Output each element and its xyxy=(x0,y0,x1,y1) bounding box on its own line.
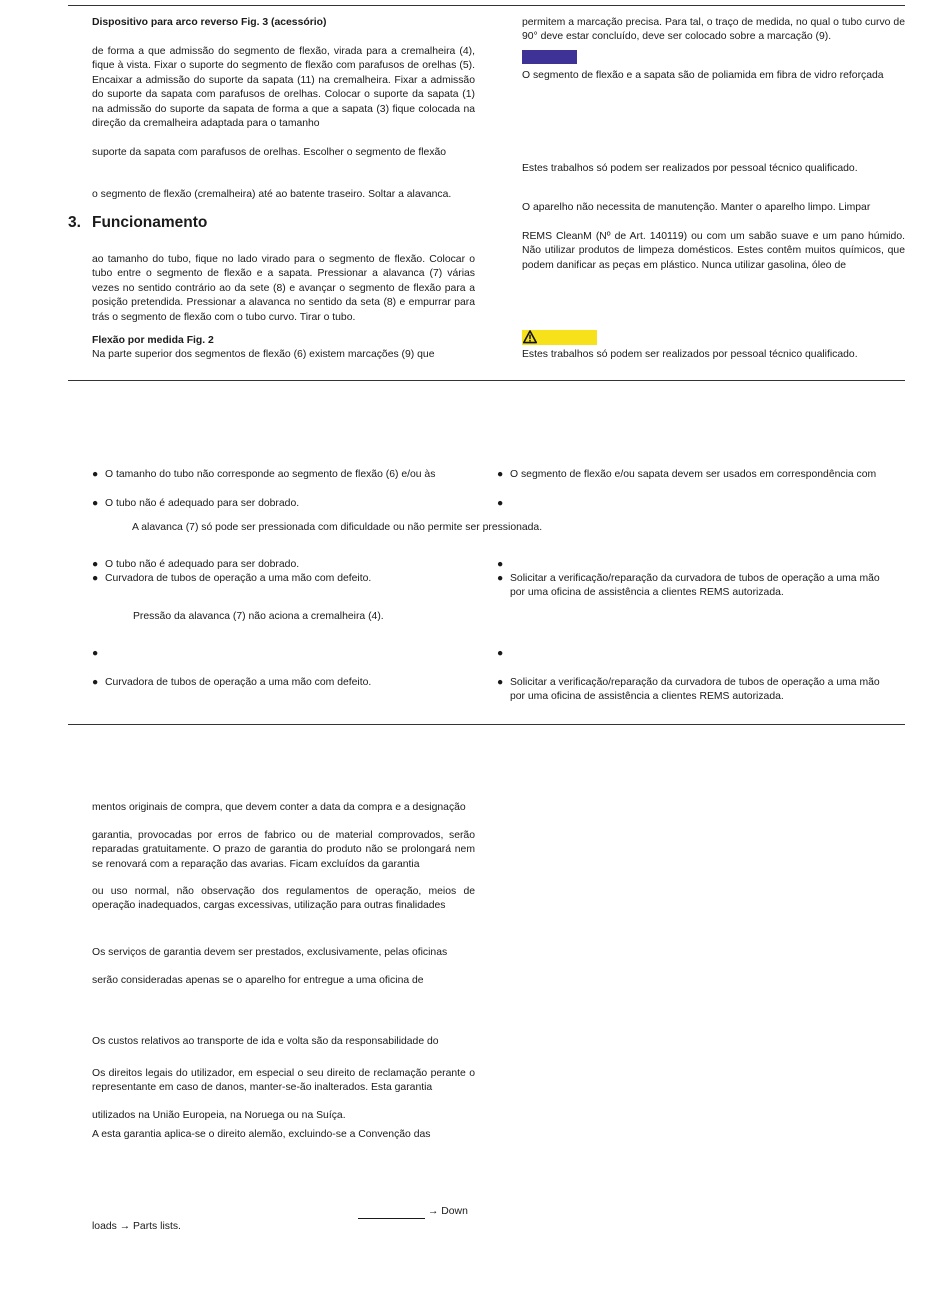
warranty-paragraph-legal-rights: Os direitos legais do utilizador, em especial o seu direito de reclamação perante o representante em caso de danos, manter-se-ão inalterados. Esta garantia xyxy=(92,1068,475,1094)
bullet-icon: ● xyxy=(92,648,99,659)
section-number: 3. xyxy=(68,214,81,231)
paragraph-operation: ao tamanho do tubo, fique no lado virado para o segmento de flexão. Colocar o tubo entre o segmento de flexão e a sapata. Pressionar a alavanca (7) várias vezes no sentido contrário ao da sete (8) e avançar o segmento de flexão para a posição pretendida. Pressionar a alavanca no sentido da seta (8) e empurrar para trás o segmento de flexão com o tubo curvo. Tirar o tubo. xyxy=(92,254,475,323)
warning-badge xyxy=(522,330,597,345)
bullet-icon: ● xyxy=(92,498,99,509)
top-rule xyxy=(68,5,905,6)
fault-title-lever-no-rack: Pressão da alavanca (7) não aciona a cremalheira (4). xyxy=(133,611,384,622)
fault-remedy-item xyxy=(497,572,905,602)
bullet-icon: ● xyxy=(497,677,504,688)
warranty-paragraph-purchase-docs: mentos originais de compra, que devem conter a data da compra e a designação xyxy=(92,802,466,813)
paragraph-qualified-staff-1: Estes trabalhos só podem ser realizados por pessoal técnico qualificado. xyxy=(522,163,858,174)
section-heading-operation xyxy=(68,213,207,233)
paragraph-material: O segmento de flexão e a sapata são de poliamida em fibra de vidro reforçada xyxy=(522,70,884,81)
paragraph-release-lever: o segmento de flexão (cremalheira) até ao batente traseiro. Soltar a alavanca. xyxy=(92,189,452,200)
section-rule-1 xyxy=(68,380,905,381)
fault-cause-text: O tamanho do tubo não corresponde ao segmento de flexão (6) e/ou às xyxy=(105,469,436,480)
bullet-icon: ● xyxy=(497,559,504,570)
fault-cause-text: O tubo não é adequado para ser dobrado. xyxy=(105,559,300,570)
link-underline xyxy=(358,1218,425,1219)
section-title: Funcionamento xyxy=(92,214,208,231)
paragraph-mounting: de forma a que admissão do segmento de flexão, virada para a cremalheira (4), fique à vista. Fixar o suporte do segmento de flexão com parafusos de orelhas (5). Encaixar a admissão do suporte da sapata (11) na cremalheira. Fixar a admissão do suporte da sapata com parafusos de orelhas. Colocar o suporte da sapata (1) na admissão do suporte da sapata de forma a que a sapata (3) fique colocada na direção da cremalheira adaptada para o tamanho xyxy=(92,46,475,130)
warranty-paragraph-claims: serão consideradas apenas se o aparelho for entregue a uma oficina de xyxy=(92,975,424,986)
bullet-icon: ● xyxy=(497,498,504,509)
warning-triangle-icon xyxy=(523,330,537,344)
parts-lists-link[interactable]: loads → Parts lists. xyxy=(92,1221,181,1232)
warranty-paragraph-law: A esta garantia aplica-se o direito alemão, excluindo-se a Convenção das xyxy=(92,1129,431,1140)
warranty-paragraph-transport: Os custos relativos ao transporte de ida e volta são da responsabilidade do xyxy=(92,1036,439,1047)
section-rule-2 xyxy=(68,724,905,725)
warranty-paragraph-free-repair: garantia, provocadas por erros de fabrico ou de material comprovados, serão reparadas gratuitamente. O prazo de garantia do produto não se prolongará nem se renovará com a reparação das avarias. Ficam excluídos da garantia xyxy=(92,830,475,870)
fault-remedy-text: O segmento de flexão e/ou sapata devem ser usados em correspondência com xyxy=(510,469,877,480)
subheading-reverse-arc: Dispositivo para arco reverso Fig. 3 (acessório) xyxy=(92,17,327,28)
bullet-icon: ● xyxy=(92,573,99,584)
fault-remedy-text: Solicitar a verificação/reparação da curvadora de tubos de operação a uma mão por uma oficina de assistência a clientes REMS autorizada. xyxy=(510,573,880,599)
fault-cause-text: O tubo não é adequado para ser dobrado. xyxy=(105,498,300,509)
bullet-icon: ● xyxy=(497,469,504,480)
bullet-icon: ● xyxy=(92,469,99,480)
paragraph-markings: Na parte superior dos segmentos de flexão (6) existem marcações (9) que xyxy=(92,349,435,360)
bullet-icon: ● xyxy=(497,573,504,584)
bullet-icon: ● xyxy=(497,648,504,659)
note-badge xyxy=(522,50,577,64)
bullet-icon: ● xyxy=(92,677,99,688)
downloads-link[interactable]: → Down xyxy=(428,1206,468,1217)
paragraph-shoe-holder: suporte da sapata com parafusos de orelhas. Escolher o segmento de flexão xyxy=(92,147,447,158)
paragraph-cleaning: REMS CleanM (Nº de Art. 140119) ou com um sabão suave e um pano húmido. Não utilizar produtos de limpeza domésticos. Estes contêm muitos químicos, que podem danificar as peças em plástico. Nunca utilizar gasolina, óleo de xyxy=(522,231,905,271)
paragraph-precise-marking: permitem a marcação precisa. Para tal, o traço de medida, no qual o tubo curvo de 90° deve estar concluído, deve ser colocado sobre a marcação (9). xyxy=(522,17,905,43)
warranty-paragraph-workshops: Os serviços de garantia devem ser prestados, exclusivamente, pelas oficinas xyxy=(92,947,448,958)
subheading-measured-bending: Flexão por medida Fig. 2 xyxy=(92,335,214,346)
fault-cause-text: Curvadora de tubos de operação a uma mão com defeito. xyxy=(105,573,372,584)
warranty-paragraph-region: utilizados na União Europeia, na Noruega ou na Suíça. xyxy=(92,1110,346,1121)
fault-title-lever-hard: A alavanca (7) só pode ser pressionada com dificuldade ou não permite ser pressionada. xyxy=(132,522,543,533)
paragraph-qualified-staff-2: Estes trabalhos só podem ser realizados por pessoal técnico qualificado. xyxy=(522,349,858,360)
warranty-paragraph-exclusions: ou uso normal, não observação dos regulamentos de operação, meios de operação inadequados, cargas excessivas, utilização para outras finalidades xyxy=(92,886,475,912)
paragraph-maintenance: O aparelho não necessita de manutenção. Manter o aparelho limpo. Limpar xyxy=(522,202,871,213)
bullet-icon: ● xyxy=(92,559,99,570)
fault-cause-text: Curvadora de tubos de operação a uma mão com defeito. xyxy=(105,677,372,688)
fault-remedy-item xyxy=(497,676,905,706)
fault-remedy-text: Solicitar a verificação/reparação da curvadora de tubos de operação a uma mão por uma oficina de assistência a clientes REMS autorizada. xyxy=(510,677,880,703)
